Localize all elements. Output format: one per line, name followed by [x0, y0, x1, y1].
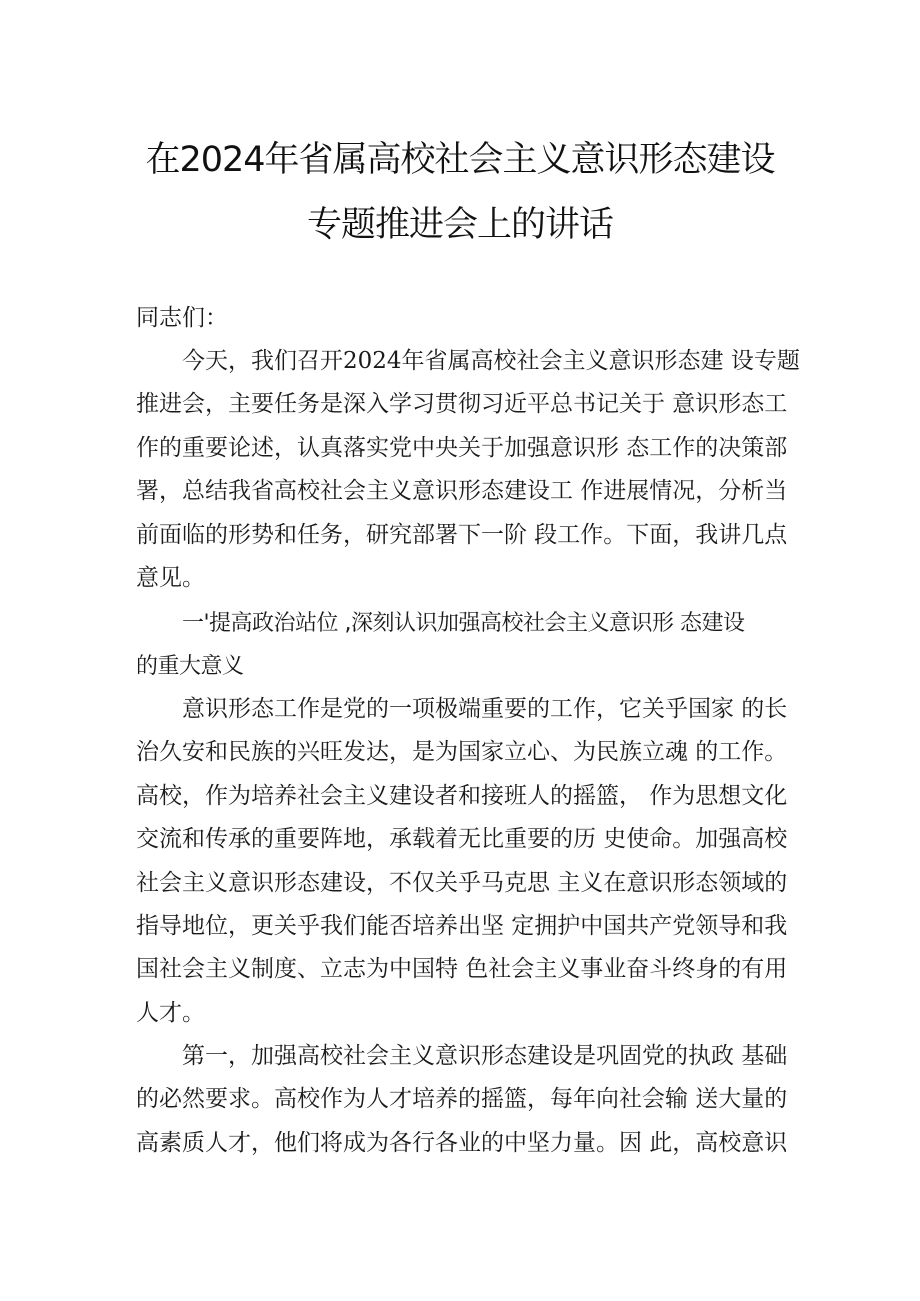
- paragraph-line: 高素质人才，他们将成为各行各业的中坚力量。因 此，高校意识: [136, 1129, 788, 1156]
- paragraph-line: 作的重要论述，认真落实党中央关于加强意识形 态工作的决策部: [136, 434, 788, 461]
- greeting: [136, 297, 800, 340]
- paragraph-line: 今天，我们召开2024年省属高校社会主义意识形态建 设专题: [182, 348, 800, 374]
- paragraph-line: 指导地位，更关乎我们能否培养出坚 定拥护中国共产党领导和我: [136, 913, 788, 940]
- paragraph-line: 推进会，主要任务是深入学习贯彻习近平总书记关于 意识形态工: [136, 391, 788, 418]
- paragraph-line: 高校，作为培养社会主义建设者和接班人的摇篮， 作为思想文化: [136, 782, 788, 809]
- paragraph-line: 第一，加强高校社会主义意识形态建设是巩固党的执政 基础: [182, 1043, 788, 1069]
- paragraph-opening: [136, 340, 800, 600]
- paragraph-first-point: [136, 1035, 800, 1165]
- section-heading-1: [136, 602, 800, 689]
- paragraph-line: 国社会主义制度、立志为中国特 色社会主义事业奋斗终身的有用: [136, 956, 788, 983]
- paragraph-line: 社会主义意识形态建设，不仅关乎马克思 主义在意识形态领域的: [136, 869, 788, 896]
- paragraph-line: 交流和传承的重要阵地，承载着无比重要的历 史使命。加强高校: [136, 826, 788, 853]
- paragraph-line: 的必然要求。高校作为人才培养的摇篮，每年向社会输 送大量的: [136, 1086, 788, 1113]
- paragraph-line: 意见。: [136, 565, 205, 592]
- paragraph-line: 意识形态工作是党的一项极端重要的工作，它关乎国家 的长: [182, 696, 788, 722]
- greeting-text: 同志们：: [136, 305, 228, 331]
- paragraph-line: 署，总结我省高校社会主义意识形态建设工 作进展情况，分析当: [136, 478, 788, 505]
- paragraph-line: 人才。: [136, 999, 205, 1026]
- heading-line: 的重大意义: [136, 654, 244, 680]
- document-title-line-2: 专题推进会上的讲话: [306, 205, 613, 245]
- paragraph-line: 治久安和民族的兴旺发达，是为国家立心、为民族立魂 的工作。: [136, 739, 788, 766]
- document-title-line-1: 在2024年省属高校社会主义意识形态建设: [145, 140, 775, 180]
- paragraph-significance: [136, 688, 800, 1035]
- heading-line: 一'提高政治站位 ,深刻认识加强高校社会主义意识形 态建设: [182, 611, 745, 636]
- paragraph-line: 前面临的形势和任务，研究部署下一阶 段工作。下面，我讲几点: [136, 521, 788, 548]
